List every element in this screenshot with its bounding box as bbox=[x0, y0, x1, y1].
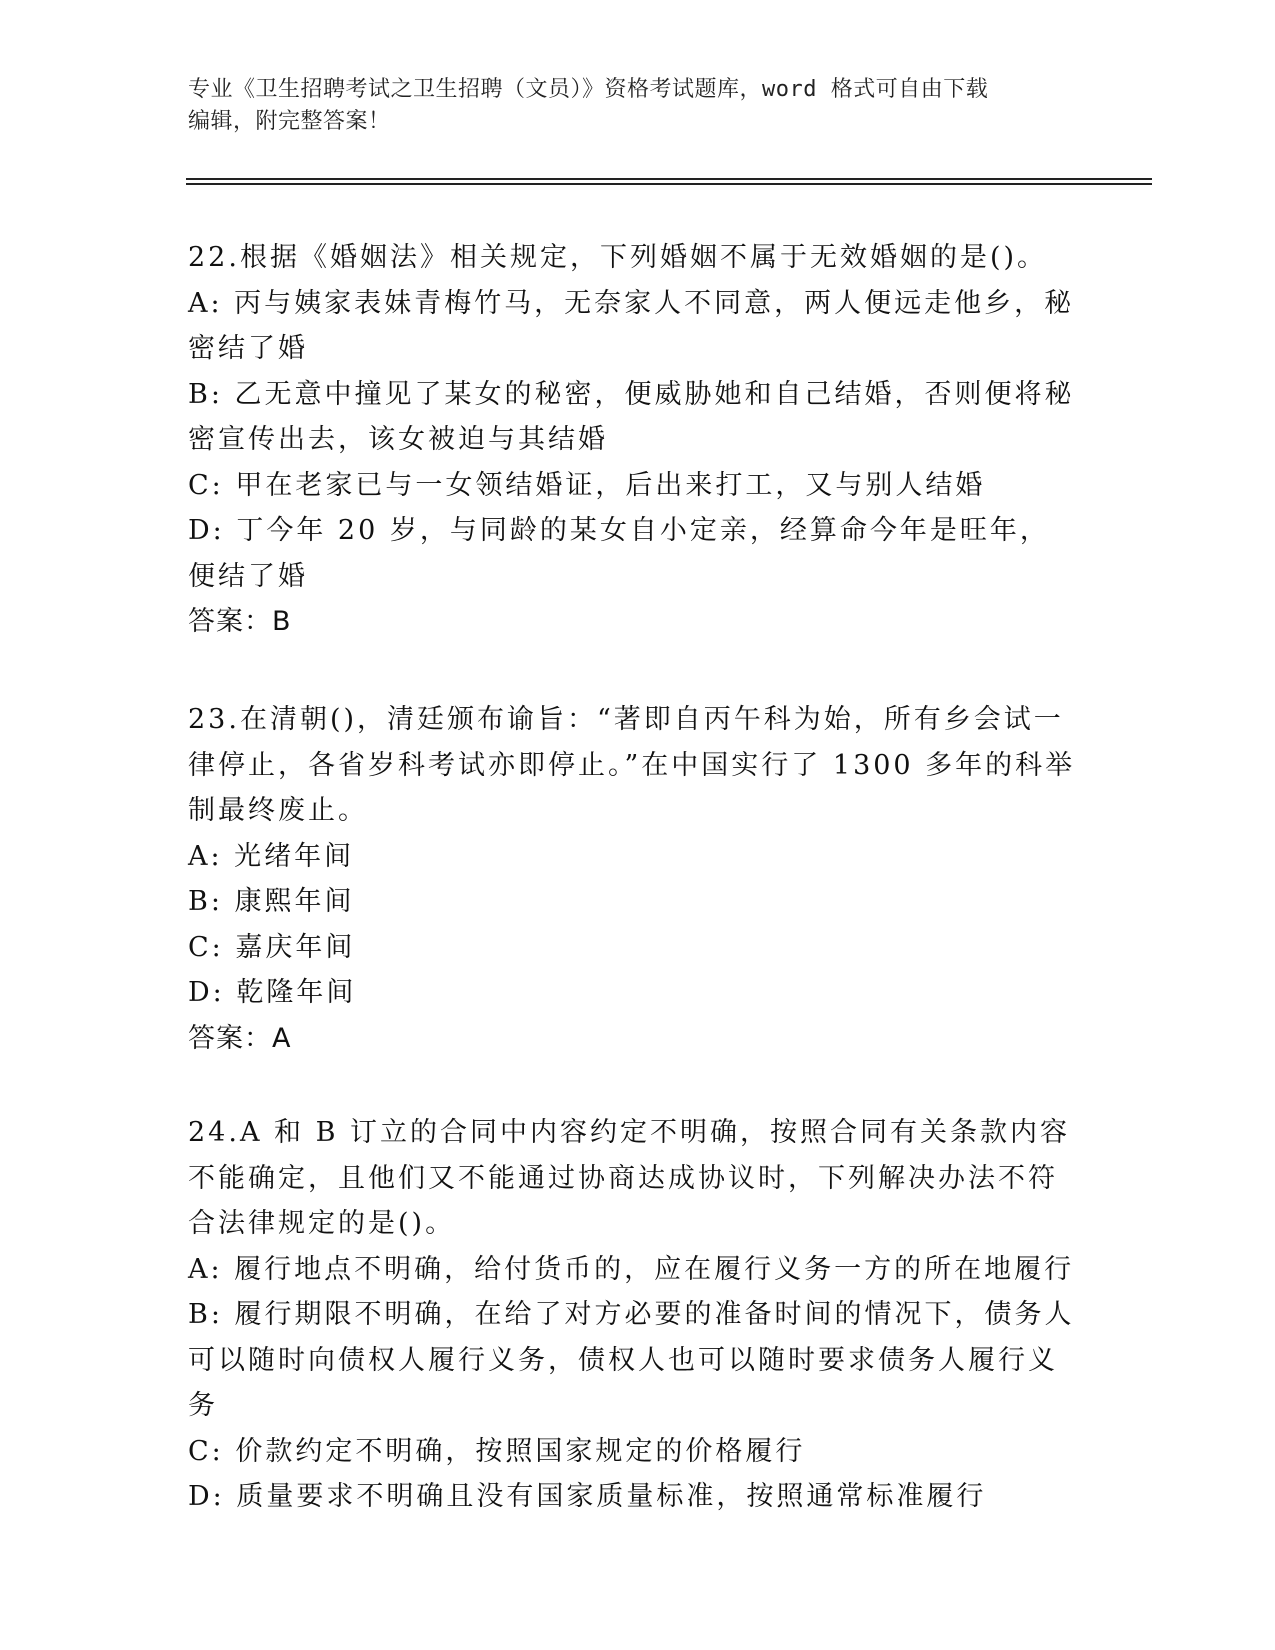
question-stem: 22.根据《婚姻法》相关规定，下列婚姻不属于无效婚姻的是()。 bbox=[188, 242, 1048, 273]
header-line-2: 编辑，附完整答案！ bbox=[188, 109, 391, 134]
option-a: A: 丙与姨家表妹青梅竹马，无奈家人不同意，两人便远走他乡，秘密结了婚 bbox=[188, 287, 1075, 364]
option-c: C: 嘉庆年间 bbox=[188, 931, 356, 963]
option-c: C: 甲在老家已与一女领结婚证，后出来打工，又与别人结婚 bbox=[188, 469, 986, 501]
option-b: B: 乙无意中撞见了某女的秘密，便威胁她和自己结婚，否则便将秘密宣传出去，该女被迫与其结婚 bbox=[188, 378, 1075, 455]
answer-label: 答案：B bbox=[188, 606, 292, 637]
question-22 bbox=[188, 235, 1078, 645]
header-divider-top bbox=[186, 178, 1152, 180]
option-d: D: 质量要求不明确且没有国家质量标准，按照通常标准履行 bbox=[188, 1481, 987, 1512]
option-c: C: 价款约定不明确，按照国家规定的价格履行 bbox=[188, 1435, 806, 1467]
question-23 bbox=[188, 697, 1078, 1061]
option-b: B: 履行期限不明确，在给了对方必要的准备时间的情况下，债务人可以随时向债权人履行义务，债权人也可以随时要求债务人履行义务 bbox=[188, 1299, 1075, 1421]
option-a: A: 履行地点不明确，给付货币的，应在履行义务一方的所在地履行 bbox=[188, 1253, 1075, 1285]
option-b: B: 康熙年间 bbox=[188, 886, 355, 917]
option-d: D: 丁今年 20 岁，与同龄的某女自小定亲，经算命今年是旺年，便结了婚 bbox=[188, 515, 1050, 592]
question-24 bbox=[188, 1110, 1078, 1520]
option-a: A: 光绪年间 bbox=[188, 840, 355, 872]
question-stem: 23.在清朝()，清廷颁布谕旨：“著即自丙午科为始，所有乡会试一律停止，各省岁科考试亦即停止。”在中国实行了 1300 多年的科举制最终废止。 bbox=[188, 704, 1076, 826]
header-line-1: 专业《卫生招聘考试之卫生招聘（文员）》资格考试题库，word 格式可自由下载 bbox=[188, 77, 989, 102]
answer-label: 答案：A bbox=[188, 1022, 292, 1054]
option-d: D: 乾隆年间 bbox=[188, 977, 357, 1008]
question-stem: 24.A 和 B 订立的合同中内容约定不明确，按照合同有关条款内容不能确定，且他们又不能通过协商达成协议时，下列解决办法不符合法律规定的是()。 bbox=[188, 1117, 1071, 1239]
document-header bbox=[188, 74, 1088, 138]
header-divider-bottom bbox=[186, 183, 1152, 185]
